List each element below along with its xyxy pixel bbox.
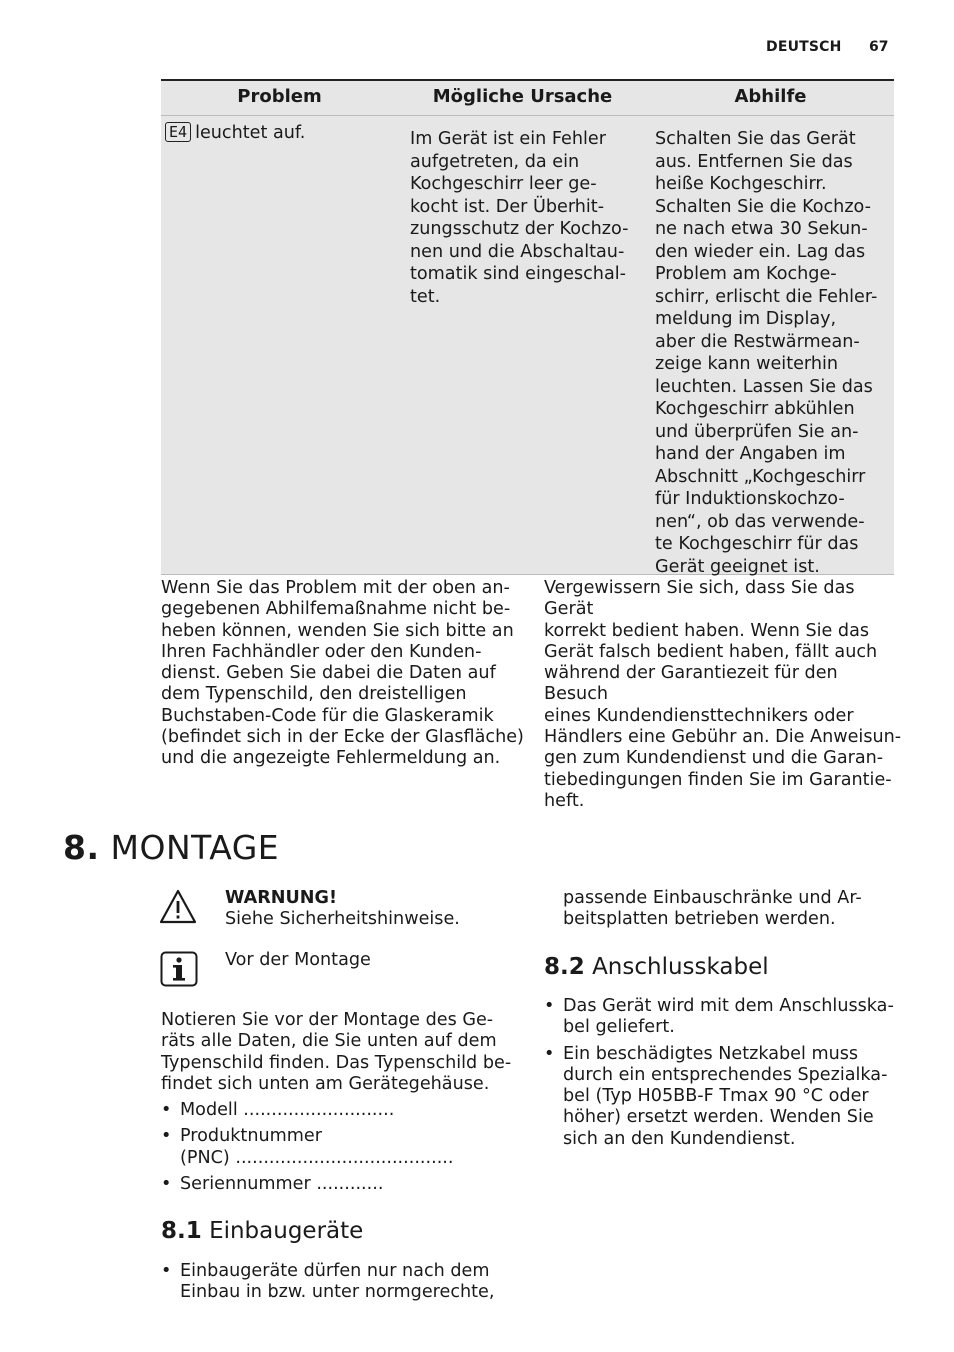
continuation-text-line: passende Einbauschränke und Ar- (563, 888, 862, 908)
anschluss-text-line: bel geliefert. (563, 1017, 675, 1038)
service-left-text-line: (befindet sich in der Ecke der Glasfläche) (161, 727, 524, 748)
data-list-text-line: Modell ........................... (180, 1100, 395, 1120)
remedy-text-line: leuchten. Lassen Sie das (655, 376, 873, 397)
subsection-title: Einbaugeräte (209, 1218, 364, 1244)
anschluss-list (544, 996, 904, 1155)
warning-title: WARNUNG! (225, 888, 337, 908)
service-right-text-line: Händlers eine Gebühr an. Die Anweisun- (544, 727, 902, 748)
section-number: 8. (63, 828, 100, 867)
service-right-text-line: gen zum Kundendienst und die Garan- (544, 748, 884, 769)
info-text: Vor der Montage (225, 950, 371, 970)
anschluss-text-line: durch ein entsprechendes Spezialka- (563, 1064, 888, 1085)
einbau-text-line: Einbau in bzw. unter normgerechte, (180, 1282, 495, 1303)
intro-paragraph (161, 1010, 521, 1095)
remedy-text-line: aber die Restwärmean- (655, 331, 860, 352)
service-right-text-line: Vergewissern Sie sich, dass Sie das Gerät (544, 578, 855, 620)
einbau-list (161, 1261, 521, 1309)
list-item (161, 1126, 521, 1169)
column-header-remedy: Abhilfe (734, 86, 807, 107)
service-left-text-line: Ihren Fachhändler oder den Kunden- (161, 641, 482, 662)
data-list (161, 1100, 521, 1200)
service-paragraph-right (544, 578, 904, 812)
cause-text-line: kocht ist. Der Überhit- (410, 196, 605, 217)
running-header-language: DEUTSCH (766, 39, 842, 55)
remedy-text-line: Abschnitt „Kochgeschirr (655, 466, 866, 487)
remedy-text-line: nen“, ob das verwende- (655, 511, 865, 532)
service-left-text-line: heben können, wenden Sie sich bitte an (161, 620, 514, 641)
anschluss-text-line: bel (Typ H05BB-F Tmax 90 °C oder (563, 1086, 869, 1107)
service-left-text-line: Buchstaben-Code für die Glaskeramik (161, 705, 494, 726)
remedy-text-line: Gerät geeignet ist. (655, 556, 820, 577)
anschluss-text-line: höher) ersetzt werden. Wenden Sie (563, 1107, 874, 1128)
remedy-text-line: Kochgeschirr abkühlen (655, 399, 855, 419)
anschluss-text-line: Das Gerät wird mit dem Anschlusska- (563, 996, 894, 1016)
remedy-text-line: te Kochgeschirr für das (655, 534, 859, 554)
cause-text-line: Im Gerät ist ein Fehler (410, 129, 606, 149)
list-item (544, 1044, 904, 1150)
remedy-text-line: ne nach etwa 30 Sekun- (655, 219, 868, 239)
remedy-text-line: den wieder ein. Lag das (655, 241, 866, 262)
remedy-text-line: schirr, erlischt die Fehler- (655, 286, 878, 307)
cause-text-line: aufgetreten, da ein (410, 151, 580, 172)
remedy-text-line: aus. Entfernen Sie das (655, 151, 853, 172)
subsection-heading-8-2 (544, 954, 769, 980)
continuation-paragraph (563, 888, 903, 931)
list-item (161, 1100, 521, 1121)
list-item (161, 1174, 521, 1195)
anschluss-text-line: sich an den Kundendienst. (563, 1128, 796, 1149)
service-left-text-line: Wenn Sie das Problem mit der oben an- (161, 578, 510, 598)
warning-text: Siehe Sicherheitshinweise. (225, 909, 460, 929)
service-left-text-line: dienst. Geben Sie dabei die Daten auf (161, 663, 496, 684)
bullet-icon: • (161, 1261, 172, 1281)
cause-text-line: Kochgeschirr leer ge- (410, 174, 597, 194)
section-title: MONTAGE (110, 828, 280, 867)
service-right-text-line: eines Kundendiensttechnikers oder (544, 705, 854, 726)
continuation-text-line: beitsplatten betrieben werden. (563, 909, 836, 930)
subsection-number: 8.1 (161, 1218, 202, 1244)
intro-text-line: findet sich unten am Gerätegehäuse. (161, 1073, 490, 1094)
list-item (161, 1261, 521, 1304)
service-right-text-line: Gerät falsch bedient haben, fällt auch (544, 641, 878, 662)
cause-text-line: zungsschutz der Kochzo- (410, 219, 629, 239)
list-item (544, 996, 904, 1039)
intro-text-line: Notieren Sie vor der Montage des Ge- (161, 1010, 494, 1030)
subsection-number: 8.2 (544, 954, 585, 980)
subsection-heading-8-1 (161, 1218, 363, 1244)
remedy-text-line: Problem am Kochge- (655, 264, 837, 284)
service-left-text-line: und die angezeigte Fehlermeldung an. (161, 748, 501, 769)
warning-triangle-icon (158, 888, 198, 926)
remedy-text-line: heiße Kochgeschirr. (655, 174, 827, 194)
error-code-display-icon: E4 (165, 122, 191, 142)
bullet-icon: • (161, 1126, 172, 1147)
service-left-text-line: gegebenen Abhilfemaßnahme nicht be- (161, 599, 511, 620)
intro-text-line: Typenschild finden. Das Typenschild be- (161, 1052, 512, 1073)
column-header-cause: Mögliche Ursache (432, 86, 613, 107)
table-row (161, 116, 894, 575)
bullet-icon: • (161, 1173, 172, 1194)
service-paragraph-left (161, 578, 531, 770)
cause-text-line: tomatik sind eingeschal- (410, 264, 626, 284)
service-right-text-line: korrekt bedient haben. Wenn Sie das (544, 620, 870, 641)
cause-text-line: nen und die Abschaltau- (410, 241, 625, 262)
info-icon (160, 951, 198, 987)
bullet-icon: • (161, 1100, 172, 1120)
problem-cell (165, 122, 393, 145)
intro-text-line: räts alle Daten, die Sie unten auf dem (161, 1031, 497, 1052)
service-right-text-line: während der Garantiezeit für den Besuch (544, 663, 838, 705)
data-list-text-line: Produktnummer (180, 1126, 322, 1147)
data-list-text-line: (PNC) ....................................... (180, 1147, 454, 1168)
remedy-text-line: zeige kann weiterhin (655, 354, 839, 374)
cause-text-line: tet. (410, 286, 441, 307)
anschluss-text-line: Ein beschädigtes Netzkabel muss (563, 1043, 859, 1064)
remedy-text-line: für Induktionskochzo- (655, 489, 845, 509)
service-left-text-line: dem Typenschild, den dreistelligen (161, 684, 467, 705)
problem-text: leuchtet auf. (195, 123, 306, 143)
service-right-text-line: tiebedingungen finden Sie im Garantie- (544, 769, 892, 790)
column-header-problem: Problem (237, 86, 322, 107)
remedy-text-line: meldung im Display, (655, 309, 837, 329)
subsection-title: Anschlusskabel (592, 954, 769, 980)
troubleshooting-table (161, 79, 894, 575)
remedy-text-line: Schalten Sie das Gerät (655, 129, 856, 149)
data-list-text-line: Seriennummer ............ (180, 1173, 384, 1194)
einbau-text-line: Einbaugeräte dürfen nur nach dem (180, 1261, 490, 1281)
remedy-cell (655, 128, 891, 578)
page-number: 67 (869, 39, 889, 55)
bullet-icon: • (544, 1043, 555, 1064)
cause-cell (410, 128, 646, 308)
service-right-text-line: heft. (544, 790, 585, 811)
table-header-row (161, 79, 894, 116)
remedy-text-line: Schalten Sie die Kochzo- (655, 196, 871, 217)
remedy-text-line: hand der Angaben im (655, 444, 846, 464)
remedy-text-line: und überprüfen Sie an- (655, 421, 859, 442)
bullet-icon: • (544, 996, 555, 1016)
section-heading (63, 828, 279, 867)
